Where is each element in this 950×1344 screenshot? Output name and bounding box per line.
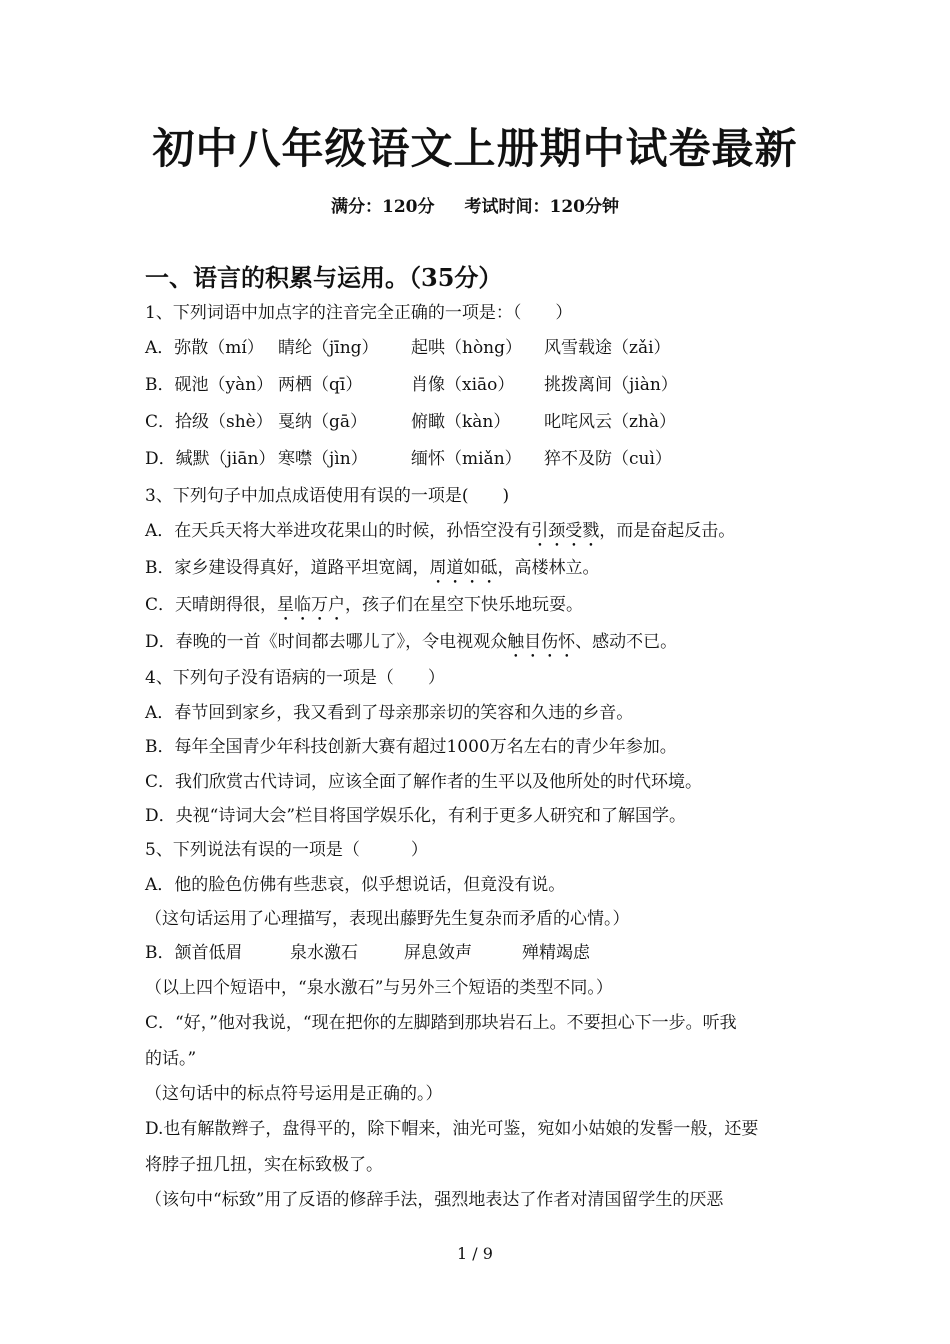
q4-stem: 4、下列句子没有语病的一项是（ ） <box>145 668 445 688</box>
q3-c-tail: ，孩子们在星空下快乐地玩耍。 <box>345 595 584 615</box>
q1-b-2: 两栖（qī） <box>278 375 363 395</box>
q5-option-d-line2: 将脖子扭几扭，实在标致极了。 <box>145 1155 383 1175</box>
q1-d-3: 缅怀（miǎn） <box>411 449 522 469</box>
q4-option-b: B．每年全国青少年科技创新大赛有超过1000万名左右的青少年参加。 <box>145 737 677 757</box>
q3-b-text: B．家乡建设得真好，道路平坦宽阔， <box>145 558 430 578</box>
q1-a-4: 风雪载途（zǎi） <box>544 338 671 358</box>
q1-b-1: B．砚池（yàn） <box>145 375 274 395</box>
exam-time: 考试时间：120分钟 <box>464 197 619 217</box>
q5-option-c-line2: 的话。” <box>145 1049 197 1069</box>
q3-d-idiom: 触目伤怀 <box>507 632 576 652</box>
q3-option-d <box>145 630 815 662</box>
q1-d-1: D．缄默（jiān） <box>145 449 276 469</box>
q3-a-text: A．在天兵天将大举进攻花果山的时候，孙悟空没有 <box>145 521 532 541</box>
q1-d-4: 猝不及防（cuì） <box>544 449 672 469</box>
q1-d-2: 寒噤（jìn） <box>278 449 368 469</box>
q4-option-d: D．央视“诗词大会”栏目将国学娱乐化，有利于更多人研究和了解国学。 <box>145 806 687 826</box>
q5-b-2: 泉水激石 <box>290 943 358 963</box>
q5-option-a: A．他的脸色仿佛有些悲哀，似乎想说话，但竟没有说。 <box>145 875 566 895</box>
q1-option-c <box>145 410 815 434</box>
q5-option-b <box>145 941 815 965</box>
q1-a-1: A．弥散（mí） <box>145 338 264 358</box>
q5-b-note: （以上四个短语中，“泉水激石”与另外三个短语的类型不同。） <box>145 978 613 998</box>
q3-d-text: D．春晚的一首《时间都去哪儿了》，令电视观众 <box>145 632 508 652</box>
q3-d-tail: 、感动不已。 <box>575 632 678 652</box>
q3-stem: 3、下列句子中加点成语使用有误的一项是( ) <box>145 486 510 506</box>
q3-option-c <box>145 593 815 625</box>
q3-a-idiom: 引颈受戮 <box>531 521 600 541</box>
q5-option-c-line1: C．“好，”他对我说，“现在把你的左脚踏到那块岩石上。不要担心下一步。听我 <box>145 1013 737 1033</box>
full-score: 满分：120分 <box>331 197 435 217</box>
q3-b-tail: ，高楼林立。 <box>497 558 600 578</box>
q5-b-1: B．颔首低眉 <box>145 943 243 963</box>
q3-b-idiom: 周道如砥 <box>429 558 498 578</box>
section-heading: 一、语言的积累与运用。（35分） <box>145 263 503 292</box>
q1-c-2: 戛纳（gā） <box>278 412 368 432</box>
q5-d-note: （该句中“标致”用了反语的修辞手法，强烈地表达了作者对清国留学生的厌恶 <box>145 1190 724 1210</box>
q5-c-note: （这句话中的标点符号运用是正确的。） <box>145 1084 443 1104</box>
page-title: 初中八年级语文上册期中试卷最新 <box>152 124 798 173</box>
q3-c-idiom: 星临万户 <box>277 595 346 615</box>
q5-option-d-line1: D.也有解散辫子，盘得平的，除下帽来，油光可鉴，宛如小姑娘的发髻一般，还要 <box>145 1119 759 1139</box>
q1-option-b <box>145 373 815 397</box>
q1-option-d <box>145 447 815 471</box>
exam-info <box>0 192 950 217</box>
q1-option-a <box>145 336 815 360</box>
q1-stem: 1、下列词语中加点字的注音完全正确的一项是：（ ） <box>145 303 573 323</box>
q3-option-a <box>145 519 815 551</box>
q4-option-a: A．春节回到家乡，我又看到了母亲那亲切的笑容和久违的乡音。 <box>145 703 634 723</box>
q5-a-note: （这句话运用了心理描写，表现出藤野先生复杂而矛盾的心情。） <box>145 909 630 929</box>
q3-a-tail: ，而是奋起反击。 <box>599 521 736 541</box>
q5-stem: 5、下列说法有误的一项是（ ） <box>145 840 428 860</box>
q1-b-3: 肖像（xiāo） <box>411 375 515 395</box>
q5-b-3: 屏息敛声 <box>404 943 472 963</box>
q3-c-text: C．天晴朗得很， <box>145 595 278 615</box>
q4-option-c: C．我们欣赏古代诗词，应该全面了解作者的生平以及他所处的时代环境。 <box>145 772 703 792</box>
q1-c-4: 叱咤风云（zhà） <box>544 412 677 432</box>
page-number: 1 / 9 <box>457 1244 493 1263</box>
q1-c-3: 俯瞰（kàn） <box>411 412 511 432</box>
q1-c-1: C．拾级（shè） <box>145 412 273 432</box>
q1-b-4: 挑拨离间（jiàn） <box>544 375 678 395</box>
q5-b-4: 殚精竭虑 <box>522 943 590 963</box>
q1-a-3: 起哄（hòng） <box>411 338 523 358</box>
q1-a-2: 睛纶（jīng） <box>278 338 379 358</box>
q3-option-b <box>145 556 815 588</box>
